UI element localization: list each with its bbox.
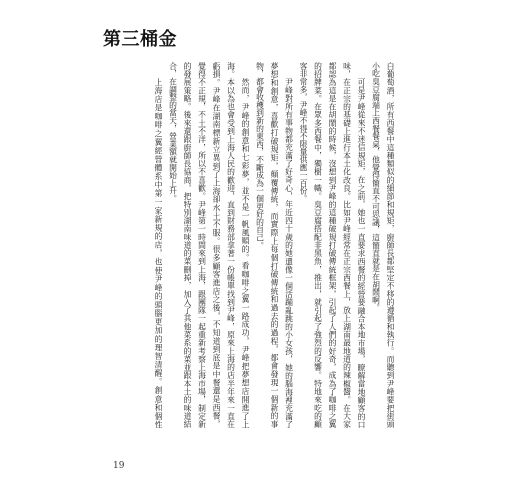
text-column: 合，在調整的當天，營業額就開始上升。 <box>168 62 178 203</box>
text-column: 味，在正宗的基礎上進行本土化改良。比如尹峰經常在正宗西餐上，放上湖南最地道的辣椒醬。在大家 <box>342 62 352 428</box>
text-column: 虧損。尹峰在湖南標新立異到了上海卻水土不服。很多顧客進店之後，不知道到底是中餐還是西餐， <box>212 62 221 428</box>
text-column: 客非常多，尹峰不得不限量供應一百份。 <box>299 62 308 203</box>
text-column: 的發展策略。後來還跟廚師長協商，把特別湖南味道的菜刪掉，加入了其他菜系的菜並跟本土的味道結 <box>183 62 192 428</box>
text-column: 覺得不正規，不土不洋，所以不喜歡。尹峰第一時間來到上海，跟團隊一起重新考察上海市場，制定新 <box>197 62 207 428</box>
text-column: 白葡萄酒，所有西餐中這種類似的細節和規矩，廚師長都堅定不移的遵循和執行。而聽到尹峰要把街頭 <box>386 62 395 428</box>
page-number: 19 <box>113 461 125 471</box>
chapter-title: 第三桶金 <box>103 29 177 50</box>
text-column: 的招牌菜。在眾多西餐中，獨樹一幟。臭豆腐搭配非黑魚，推出，就引起了強烈的反響。特地來吃的顧 <box>313 62 323 428</box>
text-column: 小吃臭豆腐端上西餐餐桌，他覺得簡直不可思議，這簡直就是在胡鬧啊。 <box>371 62 381 312</box>
text-column: 夢想和創意，喜歡打破規矩，顛覆傳統，而實際上每個打破傳統和過去的過程，都會發現一個新的事 <box>270 62 279 428</box>
text-column: 尹峰對所有事物都充滿了好奇心，年近四十歲的她還像一個活蹦亂跳的小女孩，她的腦海裡充滿了 <box>284 77 294 428</box>
text-column: 都認為這是在胡鬧的時候，沒想到尹峰的這種破規打破傳統框架，引起了人們的好奇，成為了咖啡之翼 <box>328 62 337 428</box>
text-column: 海。本以為也會受到上海人民的歡迎，直到財務部拿著一份帳單找到尹峰，原來上海的店半年來一直在 <box>226 62 236 428</box>
text-column: 可是尹峰從來不迷信規矩，在之前，她也一直要求西餐的經營要融合本地市場，瞭解當地顧客的口 <box>357 77 366 428</box>
text-column: 然而，尹峰的創意和七彩夢，並不是一帆風順的。看咖啡之翼一路成功，尹峰把夢想店開進了上 <box>241 77 250 428</box>
body-text <box>150 62 397 428</box>
text-column: 物，都會收穫到新的東西，不斷成為一個更好的自己。 <box>255 62 265 250</box>
text-column: 上海店是咖啡之翼經營體系中第一家新規的店，也使尹峰的頭腦更加的理智清醒。創意和個性 <box>154 77 163 428</box>
